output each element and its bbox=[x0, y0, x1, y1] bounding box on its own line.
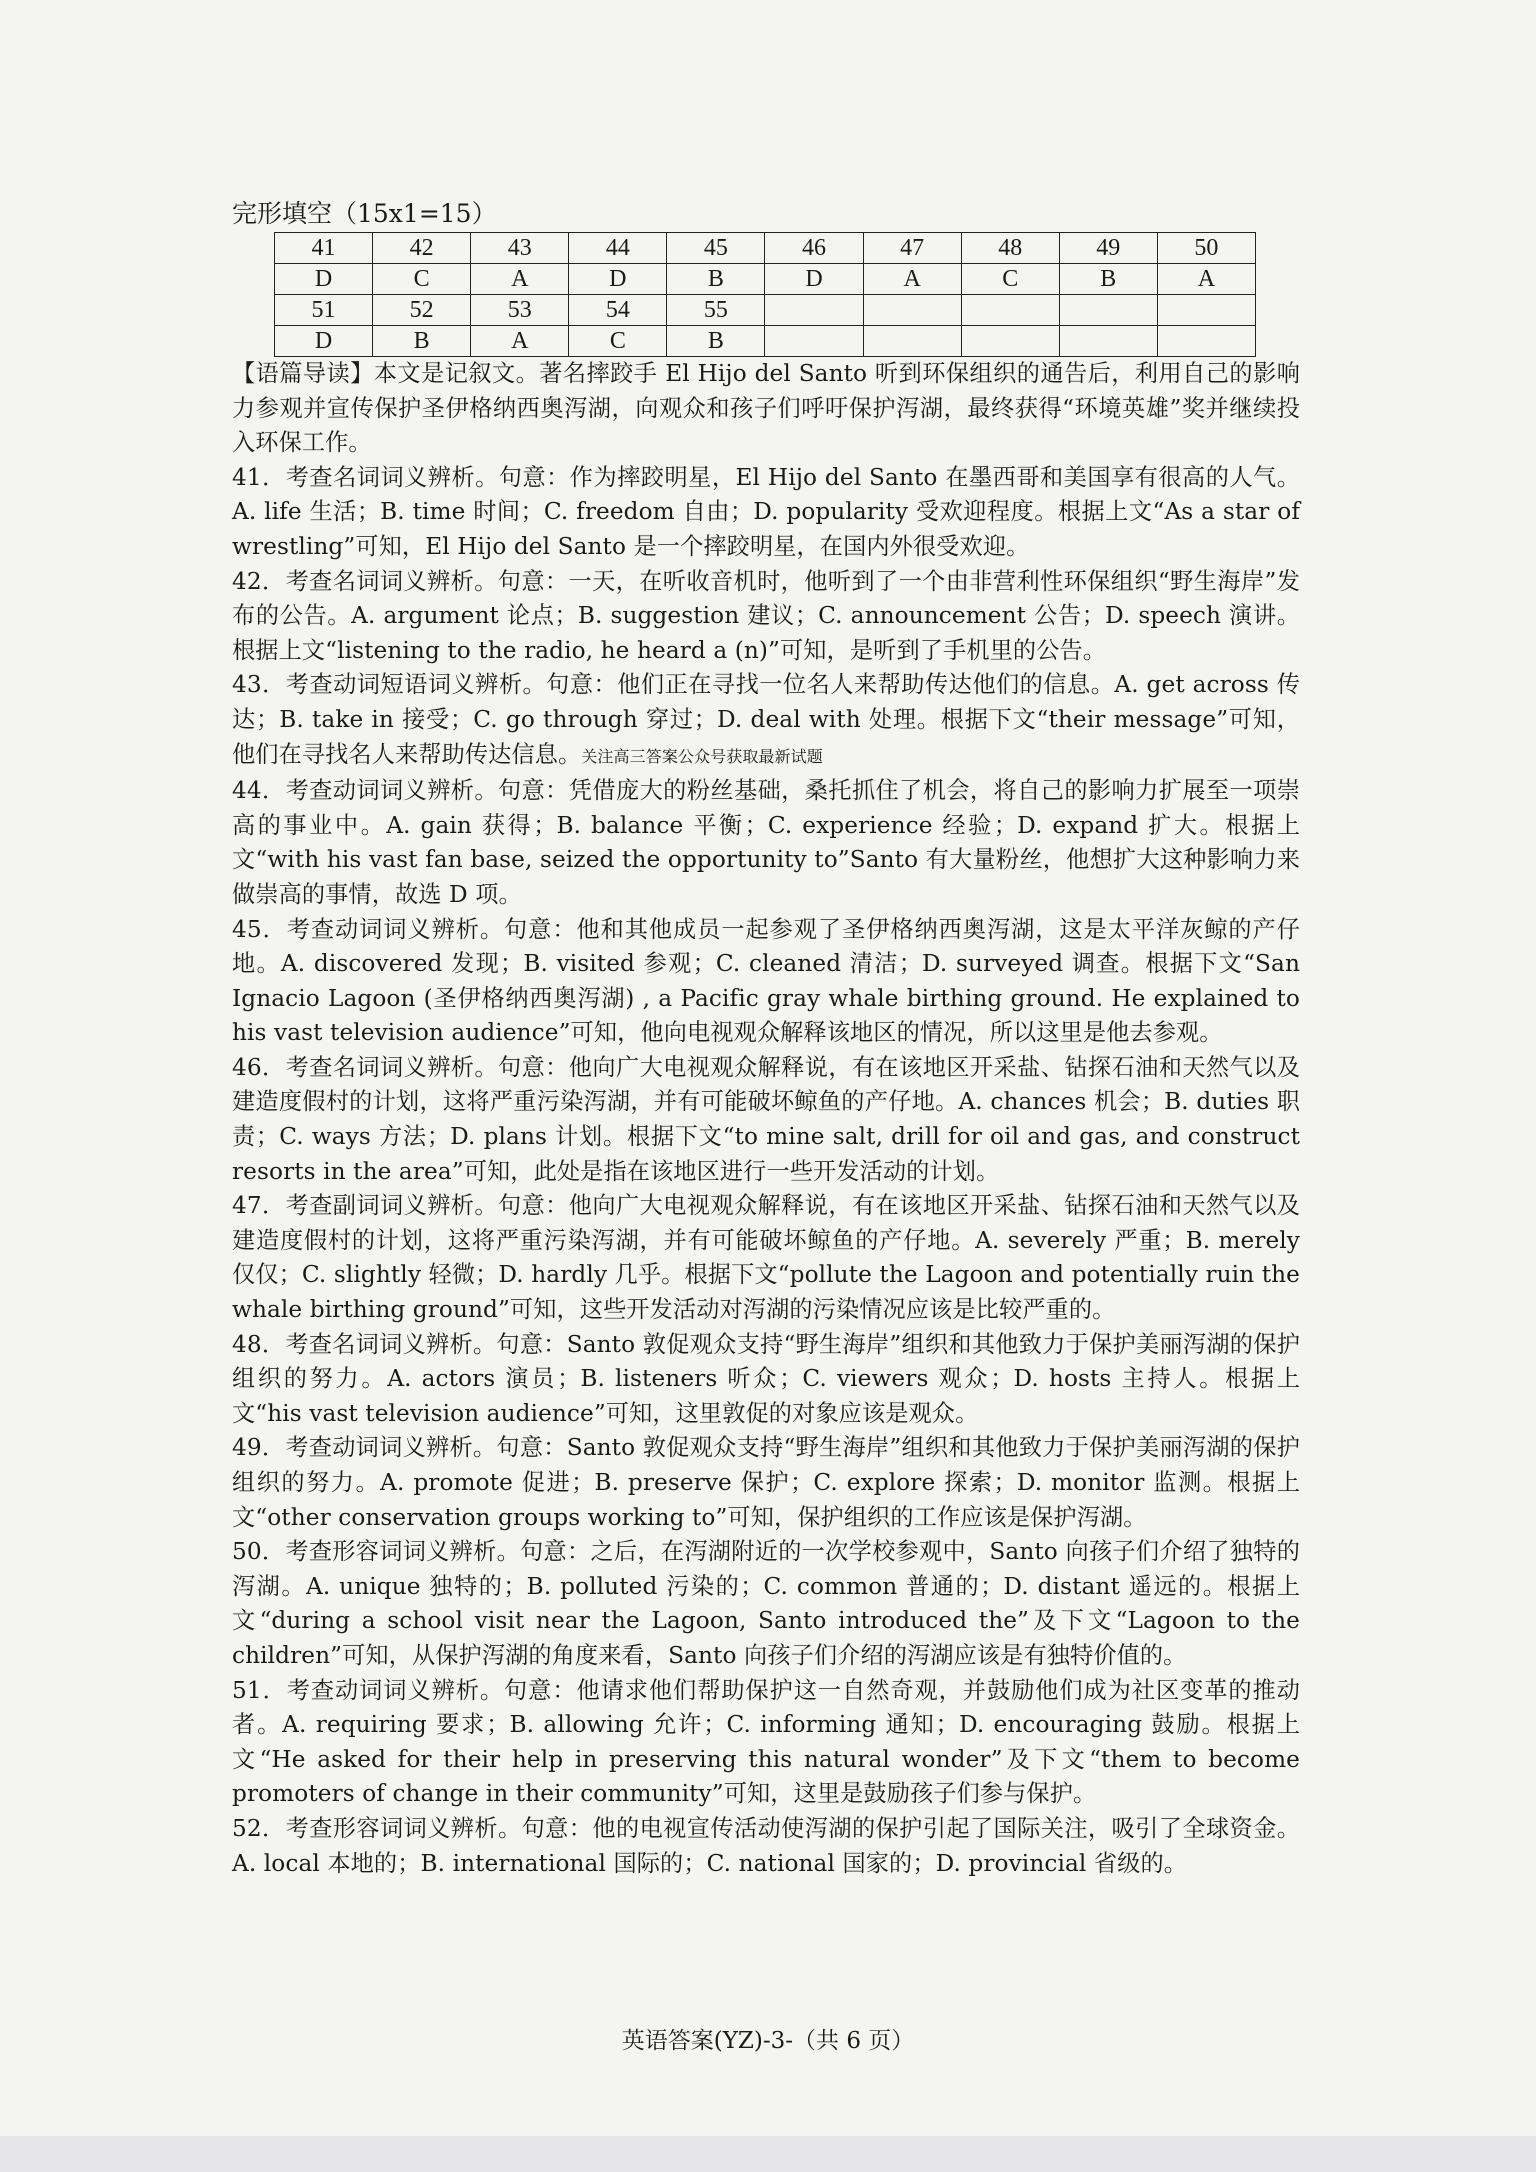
question-number-cell: 47 bbox=[863, 233, 961, 264]
explanation-text: 43．考查动词短语词义辨析。句意：他们正在寻找一位名人来帮助传达他们的信息。A. get across 传达；B. take in 接受；C. go through 穿过；D. deal with 处理。根据下文“their message”可知，他们在寻找名人来帮助传达信息。 bbox=[232, 671, 1300, 768]
answer-cell: C bbox=[569, 326, 667, 357]
explanation-item bbox=[232, 1431, 1300, 1535]
explanation-text: 47．考查副词词义辨析。句意：他向广大电视观众解释说，有在该地区开采盐、钻探石油和天然气以及建造度假村的计划，这将严重污染泻湖，并有可能破坏鲸鱼的产仔地。A. severely 严重；B. merely 仅仅；C. slightly 轻微；D. hardly 几乎。根据下文“pollute the Lagoon and potentially ruin the whale birthing ground”可知，这些开发活动对泻湖的污染情况应该是比较严重的。 bbox=[232, 1192, 1300, 1324]
question-number-cell bbox=[765, 295, 863, 326]
answer-cell: A bbox=[1157, 264, 1255, 295]
explanation-text: 44．考查动词词义辨析。句意：凭借庞大的粉丝基础，桑托抓住了机会，将自己的影响力扩展至一项崇高的事业中。A. gain 获得；B. balance 平衡；C. experience 经验；D. expand 扩大。根据上文“with his vast fan base, seized the opportunity to”Santo 有大量粉丝，他想扩大这种影响力来做崇高的事情，故选 D 项。 bbox=[232, 777, 1300, 908]
page-footer: 英语答案(YZ)-3-（共 6 页） bbox=[621, 2028, 915, 2054]
explanation-item bbox=[232, 668, 1300, 774]
answer-cell: C bbox=[961, 264, 1059, 295]
answer-cell: D bbox=[569, 264, 667, 295]
answer-cell: D bbox=[275, 264, 373, 295]
explanation-text: 42．考查名词词义辨析。句意：一天，在听收音机时，他听到了一个由非营利性环保组织“野生海岸”发布的公告。A. argument 论点；B. suggestion 建议；C. announcement 公告；D. speech 演讲。根据上文“listening to the radio, he heard a (n)”可知，是听到了手机里的公告。 bbox=[232, 567, 1300, 664]
explanation-item bbox=[232, 774, 1300, 912]
question-number-cell: 55 bbox=[667, 295, 765, 326]
question-number-cell: 43 bbox=[471, 233, 569, 264]
answer-cell: B bbox=[667, 326, 765, 357]
explanation-item bbox=[232, 461, 1300, 565]
table-row bbox=[275, 233, 1256, 264]
answer-cell bbox=[961, 326, 1059, 357]
scan-border bbox=[0, 2136, 1536, 2172]
answer-cell: A bbox=[471, 264, 569, 295]
answer-cell: D bbox=[275, 326, 373, 357]
question-number-cell: 50 bbox=[1157, 233, 1255, 264]
answer-cell: B bbox=[373, 326, 471, 357]
explanation-text: 51．考查动词词义辨析。句意：他请求他们帮助保护这一自然奇观，并鼓励他们成为社区变革的推动者。A. requiring 要求；B. allowing 允许；C. informing 通知；D. encouraging 鼓励。根据上文“He asked for their help in preserving this natural wonder”及下文“them to become promoters of change in their community”可知，这里是鼓励孩子们参与保护。 bbox=[232, 1676, 1300, 1808]
explanation-text: 48．考查名词词义辨析。句意：Santo 敦促观众支持“野生海岸”组织和其他致力于保护美丽泻湖的保护组织的努力。A. actors 演员；B. listeners 听众；C. viewers 观众；D. hosts 主持人。根据上文“his vast television audience”可知，这里敦促的对象应该是观众。 bbox=[232, 1330, 1300, 1427]
explanation-item bbox=[232, 913, 1300, 1051]
explanation-item bbox=[232, 1812, 1300, 1881]
table-row bbox=[275, 326, 1256, 357]
explanation-item bbox=[232, 1328, 1300, 1432]
explanation-item bbox=[232, 565, 1300, 669]
explanation-list bbox=[232, 461, 1300, 1881]
explanation-item bbox=[232, 1189, 1300, 1327]
section-title: 完形填空（15x1=15） bbox=[232, 199, 497, 228]
explanation-text: 52．考查形容词词义辨析。句意：他的电视宣传活动使泻湖的保护引起了国际关注，吸引了全球资金。A. local 本地的；B. international 国际的；C. national 国家的；D. provincial 省级的。 bbox=[232, 1814, 1300, 1877]
explanation-text: 49．考查动词词义辨析。句意：Santo 敦促观众支持“野生海岸”组织和其他致力于保护美丽泻湖的保护组织的努力。A. promote 促进；B. preserve 保护；C. explore 探索；D. monitor 监测。根据上文“other conservation groups working to”可知，保护组织的工作应该是保护泻湖。 bbox=[232, 1434, 1300, 1531]
table-row bbox=[275, 295, 1256, 326]
question-number-cell: 52 bbox=[373, 295, 471, 326]
answer-page bbox=[232, 196, 1300, 1881]
answer-cell: A bbox=[863, 264, 961, 295]
explanation-text: 45．考查动词词义辨析。句意：他和其他成员一起参观了圣伊格纳西奥泻湖，这是太平洋灰鲸的产仔地。A. discovered 发现；B. visited 参观；C. cleaned 清洁；D. surveyed 调查。根据下文“San Ignacio Lagoon (圣伊格纳西奥泻湖) , a Pacific gray whale birthing ground. He explained to his vast television audience”可知，他向电视观众解释该地区的情况，所以这里是他去参观。 bbox=[232, 915, 1300, 1047]
question-number-cell: 51 bbox=[275, 295, 373, 326]
explanation-item bbox=[232, 1535, 1300, 1673]
question-number-cell: 46 bbox=[765, 233, 863, 264]
question-number-cell bbox=[961, 295, 1059, 326]
question-number-cell: 48 bbox=[961, 233, 1059, 264]
passage-intro: 【语篇导读】本文是记叙文。著名摔跤手 El Hijo del Santo 听到环保组织的通告后，利用自己的影响力参观并宣传保护圣伊格纳西奥泻湖，向观众和孩子们呼吁保护泻湖，最终获得“环境英雄”奖并继续投入环保工作。 bbox=[232, 360, 1300, 457]
answer-cell: B bbox=[1059, 264, 1157, 295]
question-number-cell: 54 bbox=[569, 295, 667, 326]
question-number-cell: 41 bbox=[275, 233, 373, 264]
answer-cell bbox=[1157, 326, 1255, 357]
table-row bbox=[275, 264, 1256, 295]
question-number-cell bbox=[1157, 295, 1255, 326]
answer-cell: D bbox=[765, 264, 863, 295]
question-number-cell: 44 bbox=[569, 233, 667, 264]
explanation-item bbox=[232, 1674, 1300, 1812]
answer-cell: C bbox=[373, 264, 471, 295]
answer-cell bbox=[765, 326, 863, 357]
question-number-cell: 42 bbox=[373, 233, 471, 264]
explanation-item bbox=[232, 1051, 1300, 1189]
question-number-cell: 49 bbox=[1059, 233, 1157, 264]
explanation-text: 46．考查名词词义辨析。句意：他向广大电视观众解释说，有在该地区开采盐、钻探石油和天然气以及建造度假村的计划，这将严重污染泻湖，并有可能破坏鲸鱼的产仔地。A. chances 机会；B. duties 职责；C. ways 方法；D. plans 计划。根据下文“to mine salt, drill for oil and gas, and construct resorts in the area”可知，此处是指在该地区进行一些开发活动的计划。 bbox=[232, 1053, 1300, 1185]
question-number-cell bbox=[1059, 295, 1157, 326]
question-number-cell: 45 bbox=[667, 233, 765, 264]
answer-cell bbox=[863, 326, 961, 357]
watermark-note: 关注高三答案公众号获取最新试题 bbox=[581, 746, 823, 766]
question-number-cell: 53 bbox=[471, 295, 569, 326]
answer-cell: B bbox=[667, 264, 765, 295]
answer-cell: A bbox=[471, 326, 569, 357]
answer-table bbox=[274, 232, 1256, 357]
explanation-text: 50．考查形容词词义辨析。句意：之后，在泻湖附近的一次学校参观中，Santo 向孩子们介绍了独特的泻湖。A. unique 独特的；B. polluted 污染的；C. common 普通的；D. distant 遥远的。根据上文“during a school visit near the Lagoon, Santo introduced the”及下文“Lagoon to the children”可知，从保护泻湖的角度来看，Santo 向孩子们介绍的泻湖应该是有独特价值的。 bbox=[232, 1538, 1300, 1669]
answer-cell bbox=[1059, 326, 1157, 357]
explanation-text: 41．考查名词词义辨析。句意：作为摔跤明星，El Hijo del Santo 在墨西哥和美国享有很高的人气。A. life 生活；B. time 时间；C. freedom 自由；D. popularity 受欢迎程度。根据上文“As a star of wrestling”可知，El Hijo del Santo 是一个摔跤明星，在国内外很受欢迎。 bbox=[232, 463, 1300, 560]
question-number-cell bbox=[863, 295, 961, 326]
